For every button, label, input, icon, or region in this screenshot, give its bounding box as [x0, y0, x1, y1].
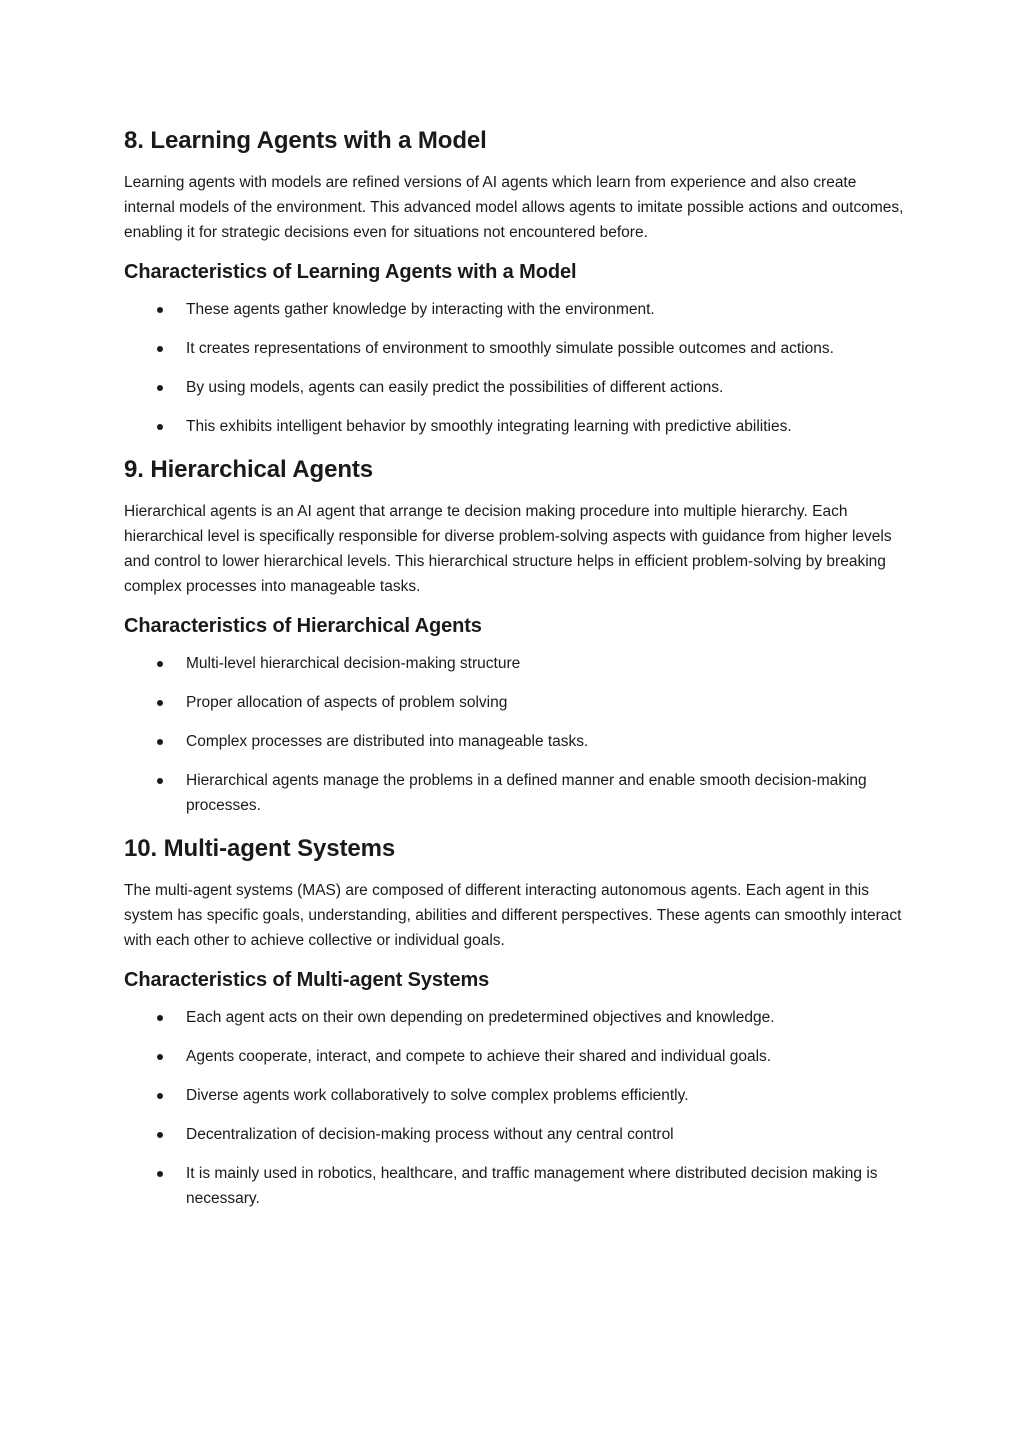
bullet-icon [157, 307, 163, 313]
bullet-icon [157, 346, 163, 352]
list-item-text: Decentralization of decision-making process without any central control [186, 1126, 674, 1143]
list-item-text: It is mainly used in robotics, healthcare, and traffic management where distributed decision making is necessary. [186, 1165, 878, 1207]
section-title: 8. Learning Agents with a Model [124, 127, 487, 154]
list-item [124, 690, 904, 715]
bullet-icon [157, 1132, 163, 1138]
list-item-text: These agents gather knowledge by interacting with the environment. [186, 301, 655, 318]
list-item-text: Each agent acts on their own depending on predetermined objectives and knowledge. [186, 1009, 775, 1026]
list-item-text: This exhibits intelligent behavior by smoothly integrating learning with predictive abilities. [186, 418, 792, 435]
section-paragraph: The multi-agent systems (MAS) are composed of different interacting autonomous agents. Each agent in this system has specific goals, understanding, abilities and different perspectives. These agents can smoothly interact with each other to achieve collective or individual goals. [124, 882, 902, 949]
section-hierarchical-agents [124, 453, 904, 818]
list-item-text: Hierarchical agents manage the problems in a defined manner and enable smooth decision-making processes. [186, 772, 867, 814]
bullet-icon [157, 778, 163, 784]
subsection-title: Characteristics of Hierarchical Agents [124, 615, 482, 637]
section-paragraph: Learning agents with models are refined versions of AI agents which learn from experience and also create internal models of the environment. This advanced model allows agents to imitate possible actions and outcomes, enabling it for strategic decisions even for situations not encountered before. [124, 174, 904, 241]
bullet-icon [157, 1093, 163, 1099]
section-learning-agents-model [124, 124, 904, 439]
list-item [124, 297, 904, 322]
list-item [124, 729, 904, 754]
list-item [124, 651, 904, 676]
list-item [124, 1161, 904, 1211]
bullet-icon [157, 385, 163, 391]
section-paragraph: Hierarchical agents is an AI agent that arrange te decision making procedure into multiple hierarchy. Each hierarchical level is specifically responsible for diverse problem-solving aspects with guidance from higher levels and control to lower hierarchical levels. This hierarchical structure helps in efficient problem-solving by breaking complex processes into manageable tasks. [124, 503, 892, 595]
bullet-icon [157, 700, 163, 706]
list-item [124, 414, 904, 439]
list-item-text: Proper allocation of aspects of problem solving [186, 694, 508, 711]
list-item [124, 1083, 904, 1108]
document-page [124, 124, 904, 1225]
bullet-icon [157, 739, 163, 745]
list-item [124, 375, 904, 400]
list-item-text: Complex processes are distributed into manageable tasks. [186, 733, 589, 750]
list-item [124, 336, 904, 361]
subsection-title: Characteristics of Learning Agents with a Model [124, 261, 577, 283]
characteristics-list [124, 297, 904, 439]
section-title: 10. Multi-agent Systems [124, 835, 396, 862]
list-item [124, 1122, 904, 1147]
bullet-icon [157, 1171, 163, 1177]
list-item-text: Multi-level hierarchical decision-making structure [186, 655, 521, 672]
section-title: 9. Hierarchical Agents [124, 456, 374, 483]
list-item-text: It creates representations of environment to smoothly simulate possible outcomes and actions. [186, 340, 834, 357]
bullet-icon [157, 1054, 163, 1060]
list-item-text: Diverse agents work collaboratively to solve complex problems efficiently. [186, 1087, 689, 1104]
characteristics-list [124, 1005, 904, 1211]
list-item-text: By using models, agents can easily predict the possibilities of different actions. [186, 379, 724, 396]
list-item [124, 768, 904, 818]
section-multi-agent-systems [124, 832, 904, 1211]
characteristics-list [124, 651, 904, 818]
list-item [124, 1005, 904, 1030]
bullet-icon [157, 424, 163, 430]
bullet-icon [157, 1015, 163, 1021]
subsection-title: Characteristics of Multi-agent Systems [124, 969, 490, 991]
bullet-icon [157, 661, 163, 667]
list-item [124, 1044, 904, 1069]
list-item-text: Agents cooperate, interact, and compete to achieve their shared and individual goals. [186, 1048, 772, 1065]
